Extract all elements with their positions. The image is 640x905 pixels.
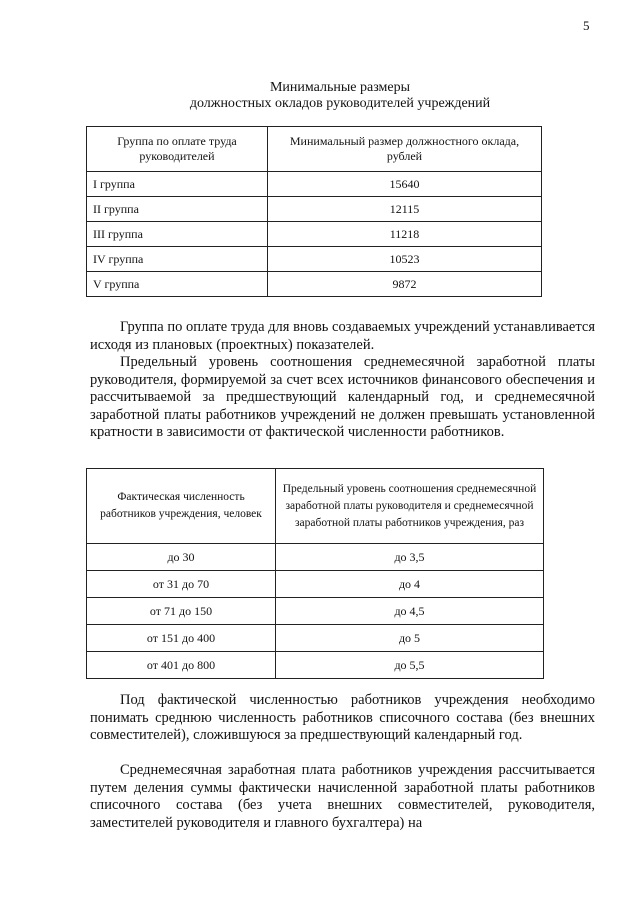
ratio-cell: до 4 (276, 571, 544, 598)
headcount-cell: от 401 до 800 (87, 652, 276, 679)
paragraph-ratio-limit: Предельный уровень соотношения среднемесячной заработной платы руководителя, формируемой за счет всех источников финансового обеспечения и рассчитываемой за предшествующий календарный год, и среднемесячной заработной платы работников учреждений не должен превышать установленной кратности в зависимости от фактической численности работников. (90, 354, 595, 440)
salary-cell: 11218 (268, 222, 542, 247)
group-cell: III группа (87, 222, 268, 247)
section-title-line2: должностных окладов руководителей учреждений (189, 96, 491, 111)
table-row (87, 571, 544, 598)
salary-cell: 12115 (268, 197, 542, 222)
headcount-cell: от 151 до 400 (87, 625, 276, 652)
group-cell: I группа (87, 172, 268, 197)
table-row (87, 247, 542, 272)
salary-table (86, 126, 542, 297)
table-row (87, 652, 544, 679)
paragraph-new-institutions: Группа по оплате труда для вновь создаваемых учреждений устанавливается исходя из плановых (проектных) показателей. (90, 319, 595, 353)
ratio-cell: до 3,5 (276, 544, 544, 571)
table-row (87, 598, 544, 625)
headcount-cell: до 30 (87, 544, 276, 571)
salary-cell: 15640 (268, 172, 542, 197)
salary-table-header (87, 127, 542, 172)
group-cell: II группа (87, 197, 268, 222)
table-row (87, 272, 542, 297)
salary-cell: 9872 (268, 272, 542, 297)
ratio-cell: до 4,5 (276, 598, 544, 625)
table-row (87, 172, 542, 197)
table-row (87, 197, 542, 222)
headcount-cell: от 31 до 70 (87, 571, 276, 598)
salary-cell: 10523 (268, 247, 542, 272)
salary-table-col-group-header: Группа по оплате труда руководителей (87, 127, 268, 172)
table-row (87, 222, 542, 247)
table-row (87, 544, 544, 571)
table-row (87, 625, 544, 652)
section-title-line1: Минимальные размеры (269, 80, 411, 95)
ratio-table-header (87, 469, 544, 544)
ratio-table-col-ratio-header: Предельный уровень соотношения среднемесячной заработной платы руководителя и среднемесячной заработной платы работников учреждения, раз (276, 469, 544, 544)
ratio-cell: до 5,5 (276, 652, 544, 679)
paragraph-headcount-definition: Под фактической численностью работников учреждения необходимо понимать среднюю численность работников списочного состава (без внешних совместителей), сложившуюся за предшествующий календарный год. (90, 692, 595, 743)
ratio-cell: до 5 (276, 625, 544, 652)
group-cell: IV группа (87, 247, 268, 272)
ratio-table (86, 468, 544, 679)
ratio-table-col-headcount-header: Фактическая численность работников учреждения, человек (87, 469, 276, 544)
headcount-cell: от 71 до 150 (87, 598, 276, 625)
group-cell: V группа (87, 272, 268, 297)
paragraph-average-salary: Среднемесячная заработная плата работников учреждения рассчитывается путем деления суммы фактически начисленной заработной платы работников списочного состава (без учета внешних совместителей, руководителя, заместителей руководителя и главного бухгалтера) на (90, 762, 595, 831)
page-number: 5 (583, 18, 590, 33)
salary-table-col-salary-header: Минимальный размер должностного оклада, рублей (268, 127, 542, 172)
